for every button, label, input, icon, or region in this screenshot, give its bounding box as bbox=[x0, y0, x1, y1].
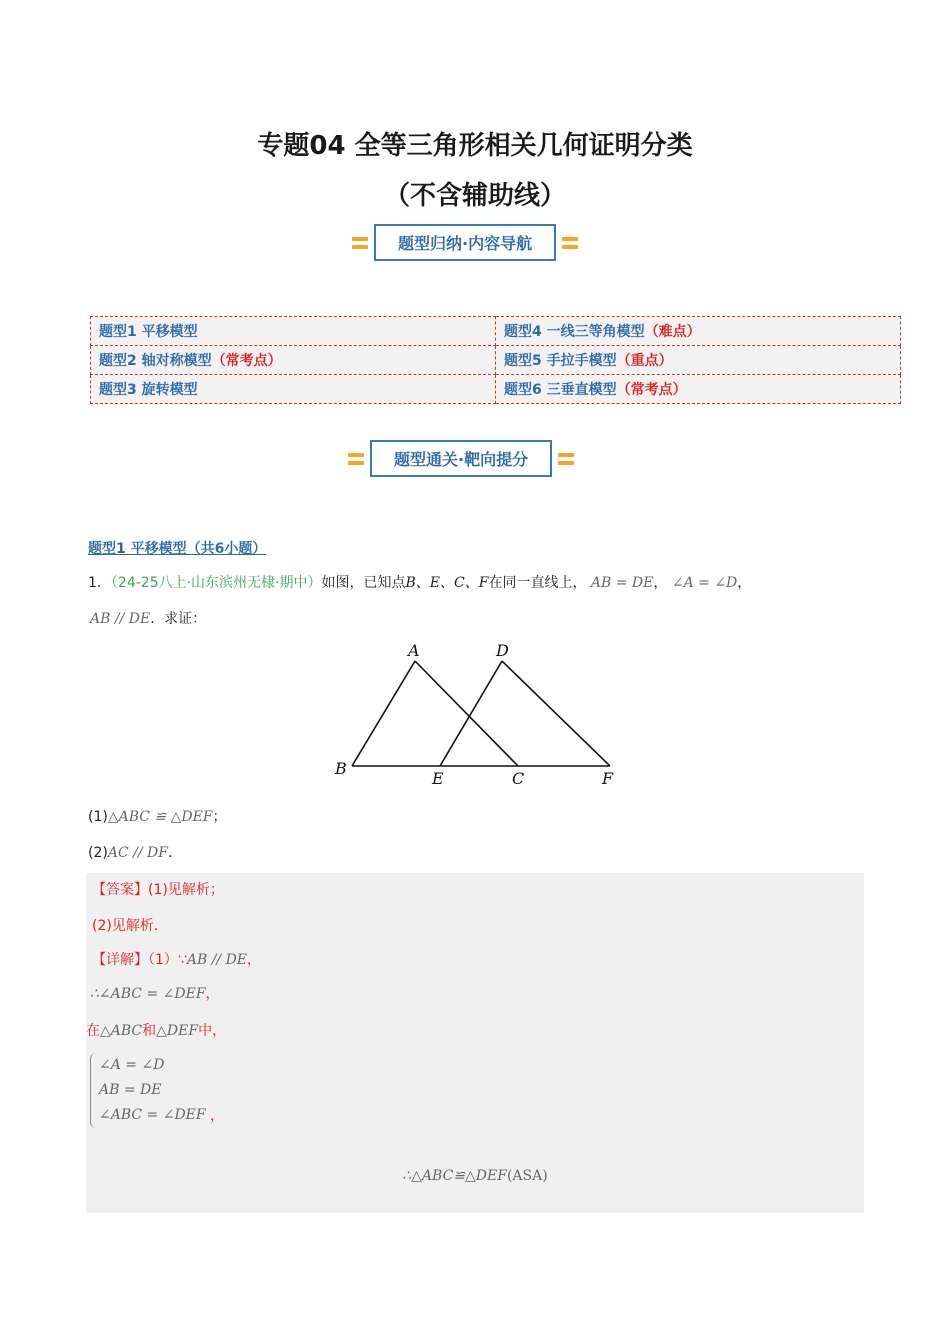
page-subtitle: （不含辅助线） bbox=[383, 181, 566, 211]
toc-banner bbox=[352, 224, 578, 261]
label-d: D bbox=[496, 641, 509, 660]
banner-left-icon bbox=[352, 237, 368, 249]
answer-line-2: (2)见解析． bbox=[92, 918, 168, 934]
toc-table bbox=[90, 316, 901, 404]
practice-banner-label: 题型通关·靶向提分 bbox=[370, 440, 552, 477]
problem-statement: 1．（24-25八上·山东滨州无棣·期中）如图，已知点B、E、C、F在同一直线上， AB = DE， ∠A = ∠D， bbox=[88, 575, 752, 591]
detail-line-2: ∴∠ABC = ∠DEF， bbox=[90, 986, 220, 1002]
toc-item[interactable]: 题型2 轴对称模型（常考点） bbox=[91, 346, 496, 375]
problem-source: （24-25八上·山东滨州无棣·期中） bbox=[110, 575, 322, 591]
segment-ed bbox=[440, 661, 502, 766]
label-f: F bbox=[602, 769, 614, 788]
triangle-figure bbox=[330, 638, 630, 793]
label-e: E bbox=[432, 769, 444, 788]
answer-box bbox=[86, 873, 864, 1213]
toc-item[interactable]: 题型4 一线三等角模型（难点） bbox=[496, 317, 901, 346]
detail-line-3: 在△ABC和△DEF中， bbox=[86, 1023, 227, 1039]
toc-item[interactable]: 题型5 手拉手模型（重点） bbox=[496, 346, 901, 375]
section-heading[interactable]: 题型1 平移模型（共6小题） bbox=[88, 541, 267, 557]
practice-banner bbox=[348, 440, 574, 477]
banner-right-icon bbox=[562, 237, 578, 249]
equation-system: ∠A = ∠D AB = DE ∠ABC = ∠DEF bbox=[90, 1053, 206, 1128]
answer-line-1: 【答案】(1)见解析； bbox=[92, 882, 224, 898]
toc-banner-label: 题型归纳·内容导航 bbox=[374, 224, 556, 261]
label-a: A bbox=[408, 641, 420, 660]
part-2: (2)AC // DF． bbox=[88, 845, 182, 861]
problem-statement-cont: AB // DE．求证： bbox=[90, 611, 207, 627]
detail-line-1: 【详解】（1）∵AB // DE， bbox=[92, 952, 262, 968]
label-c: C bbox=[512, 769, 525, 788]
segment-ac bbox=[415, 661, 518, 766]
segment-df bbox=[502, 661, 610, 766]
banner-left-icon bbox=[348, 453, 364, 465]
toc-item[interactable]: 题型1 平移模型 bbox=[91, 317, 496, 346]
conclusion-line: ∴△ABC≌△DEF(ASA) bbox=[402, 1168, 548, 1184]
segment-ab bbox=[352, 661, 415, 766]
page-title: 专题04 全等三角形相关几何证明分类 bbox=[257, 131, 693, 161]
toc-item[interactable]: 题型6 三垂直模型（常考点） bbox=[496, 375, 901, 404]
label-b: B bbox=[335, 759, 347, 778]
banner-right-icon bbox=[558, 453, 574, 465]
system-end: ， bbox=[210, 1108, 224, 1124]
toc-item[interactable]: 题型3 旋转模型 bbox=[91, 375, 496, 404]
part-1: (1)△ABC ≌ △DEF； bbox=[88, 809, 227, 825]
